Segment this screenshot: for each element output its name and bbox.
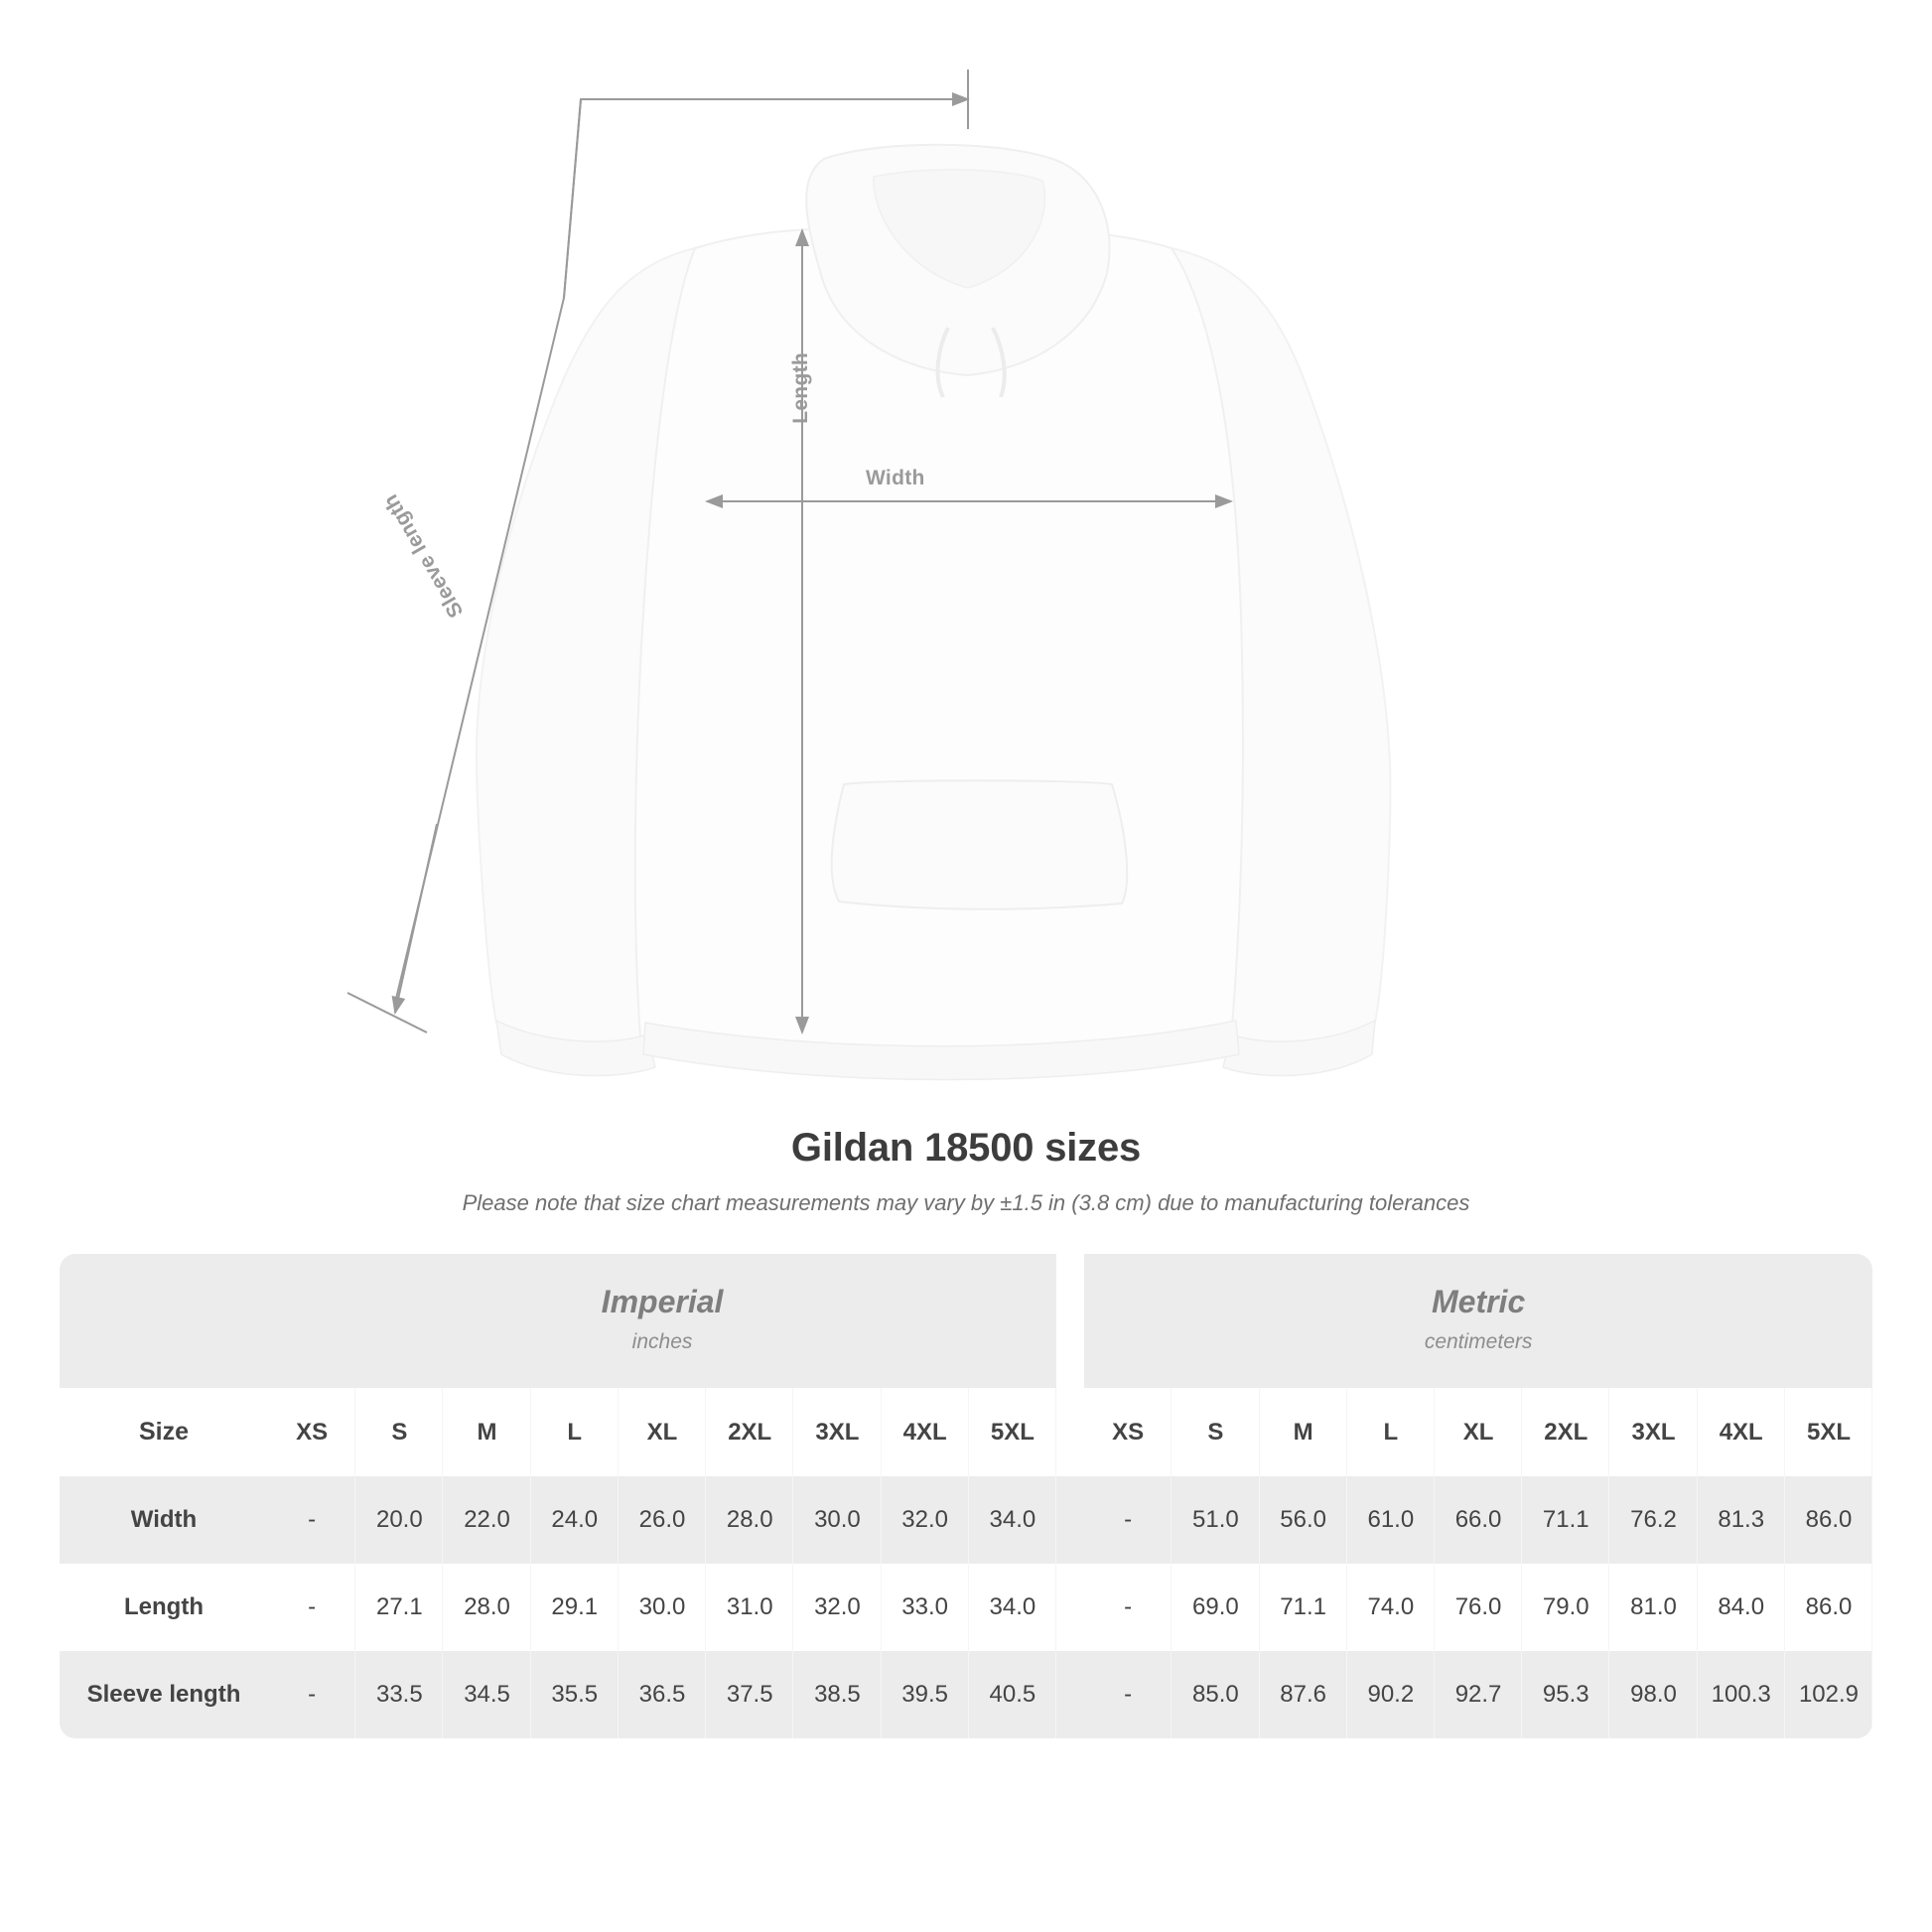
cell-imperial-sleeve-length-5xl: 40.5: [969, 1651, 1056, 1738]
cell-metric-length-m: 71.1: [1260, 1564, 1347, 1651]
column-header-xs: XS: [1084, 1388, 1172, 1476]
row-header-sleeve-length: Sleeve length: [60, 1651, 268, 1738]
cell-imperial-length-5xl: 34.0: [969, 1564, 1056, 1651]
column-gap: [1056, 1564, 1084, 1651]
cell-metric-width-s: 51.0: [1172, 1476, 1259, 1564]
cell-imperial-sleeve-length-xs: -: [268, 1651, 355, 1738]
unit-name: Imperial: [601, 1284, 724, 1319]
cell-imperial-sleeve-length-2xl: 37.5: [706, 1651, 793, 1738]
column-header-3xl: 3XL: [1609, 1388, 1697, 1476]
cell-imperial-sleeve-length-l: 35.5: [531, 1651, 619, 1738]
cell-imperial-sleeve-length-3xl: 38.5: [793, 1651, 881, 1738]
column-header-l: L: [531, 1388, 619, 1476]
column-header-xs: XS: [268, 1388, 355, 1476]
cell-imperial-length-s: 27.1: [355, 1564, 443, 1651]
column-header-xl: XL: [1435, 1388, 1522, 1476]
cell-metric-width-l: 61.0: [1347, 1476, 1435, 1564]
size-chart-table: [60, 1254, 1872, 1738]
cell-metric-sleeve-length-l: 90.2: [1347, 1651, 1435, 1738]
sleeve-length-dimension-label: Sleeve length: [378, 489, 469, 621]
cell-imperial-sleeve-length-s: 33.5: [355, 1651, 443, 1738]
cell-imperial-width-m: 22.0: [443, 1476, 530, 1564]
tolerance-note: Please note that size chart measurements may vary by ±1.5 in (3.8 cm) due to manufacturing tolerances: [462, 1190, 1470, 1215]
unit-subtitle: centimeters: [1424, 1330, 1533, 1353]
cell-imperial-width-l: 24.0: [531, 1476, 619, 1564]
cell-imperial-width-s: 20.0: [355, 1476, 443, 1564]
column-header-4xl: 4XL: [882, 1388, 969, 1476]
column-gap: [1056, 1651, 1084, 1738]
cell-metric-length-3xl: 81.0: [1609, 1564, 1697, 1651]
cell-metric-width-2xl: 71.1: [1522, 1476, 1609, 1564]
size-chart-table-wrap: [60, 1254, 1872, 1738]
cell-imperial-length-l: 29.1: [531, 1564, 619, 1651]
hoodie-shape: [477, 145, 1390, 1080]
cell-metric-width-5xl: 86.0: [1785, 1476, 1872, 1564]
cell-imperial-width-4xl: 32.0: [882, 1476, 969, 1564]
cell-imperial-length-3xl: 32.0: [793, 1564, 881, 1651]
row-header-length: Length: [60, 1564, 268, 1651]
column-header-s: S: [355, 1388, 443, 1476]
unit-header-metric: [1084, 1254, 1872, 1388]
cell-metric-length-s: 69.0: [1172, 1564, 1259, 1651]
unit-header-row: [60, 1254, 1872, 1388]
cell-imperial-width-xs: -: [268, 1476, 355, 1564]
cell-metric-length-xs: -: [1084, 1564, 1172, 1651]
cell-metric-length-xl: 76.0: [1435, 1564, 1522, 1651]
column-header-m: M: [443, 1388, 530, 1476]
cell-metric-sleeve-length-s: 85.0: [1172, 1651, 1259, 1738]
column-header-xl: XL: [619, 1388, 706, 1476]
cell-imperial-length-xl: 30.0: [619, 1564, 706, 1651]
cell-metric-sleeve-length-3xl: 98.0: [1609, 1651, 1697, 1738]
cell-metric-width-xs: -: [1084, 1476, 1172, 1564]
column-header-2xl: 2XL: [706, 1388, 793, 1476]
column-gap: [1056, 1388, 1084, 1476]
table-row: [60, 1476, 1872, 1564]
column-header-2xl: 2XL: [1522, 1388, 1609, 1476]
sleeve-end-tick: [347, 993, 427, 1033]
cell-metric-sleeve-length-5xl: 102.9: [1785, 1651, 1872, 1738]
cell-metric-sleeve-length-2xl: 95.3: [1522, 1651, 1609, 1738]
cell-imperial-sleeve-length-4xl: 39.5: [882, 1651, 969, 1738]
column-header-3xl: 3XL: [793, 1388, 881, 1476]
column-header-5xl: 5XL: [969, 1388, 1056, 1476]
cell-metric-length-5xl: 86.0: [1785, 1564, 1872, 1651]
cell-imperial-length-2xl: 31.0: [706, 1564, 793, 1651]
cell-imperial-length-4xl: 33.0: [882, 1564, 969, 1651]
cell-metric-width-xl: 66.0: [1435, 1476, 1522, 1564]
cell-imperial-sleeve-length-xl: 36.5: [619, 1651, 706, 1738]
cell-imperial-sleeve-length-m: 34.5: [443, 1651, 530, 1738]
cell-imperial-width-2xl: 28.0: [706, 1476, 793, 1564]
cell-metric-width-m: 56.0: [1260, 1476, 1347, 1564]
cell-imperial-length-m: 28.0: [443, 1564, 530, 1651]
column-header-4xl: 4XL: [1698, 1388, 1785, 1476]
unit-header-imperial: [268, 1254, 1056, 1388]
column-header-5xl: 5XL: [1785, 1388, 1872, 1476]
cell-metric-sleeve-length-xs: -: [1084, 1651, 1172, 1738]
cell-imperial-length-xs: -: [268, 1564, 355, 1651]
table-row: [60, 1564, 1872, 1651]
cell-metric-sleeve-length-xl: 92.7: [1435, 1651, 1522, 1738]
cell-metric-length-4xl: 84.0: [1698, 1564, 1785, 1651]
length-dimension-label: Length: [789, 352, 812, 424]
width-dimension-label: Width: [866, 467, 925, 489]
row-header-size: Size: [60, 1388, 268, 1476]
column-header-m: M: [1260, 1388, 1347, 1476]
unit-name: Metric: [1431, 1284, 1526, 1319]
cell-metric-width-3xl: 76.2: [1609, 1476, 1697, 1564]
unit-header-spacer: [60, 1254, 268, 1388]
column-gap: [1056, 1254, 1084, 1388]
column-header-s: S: [1172, 1388, 1259, 1476]
cell-metric-length-l: 74.0: [1347, 1564, 1435, 1651]
cell-metric-length-2xl: 79.0: [1522, 1564, 1609, 1651]
page-title: Gildan 18500 sizes: [790, 1126, 1142, 1170]
table-row: [60, 1651, 1872, 1738]
column-gap: [1056, 1476, 1084, 1564]
cell-metric-sleeve-length-m: 87.6: [1260, 1651, 1347, 1738]
row-header-width: Width: [60, 1476, 268, 1564]
cell-imperial-width-3xl: 30.0: [793, 1476, 881, 1564]
unit-subtitle: inches: [631, 1330, 693, 1353]
cell-metric-sleeve-length-4xl: 100.3: [1698, 1651, 1785, 1738]
size-header-row: [60, 1388, 1872, 1476]
cell-imperial-width-5xl: 34.0: [969, 1476, 1056, 1564]
cell-imperial-width-xl: 26.0: [619, 1476, 706, 1564]
title-block: [0, 1126, 1932, 1216]
cell-metric-width-4xl: 81.3: [1698, 1476, 1785, 1564]
column-header-l: L: [1347, 1388, 1435, 1476]
